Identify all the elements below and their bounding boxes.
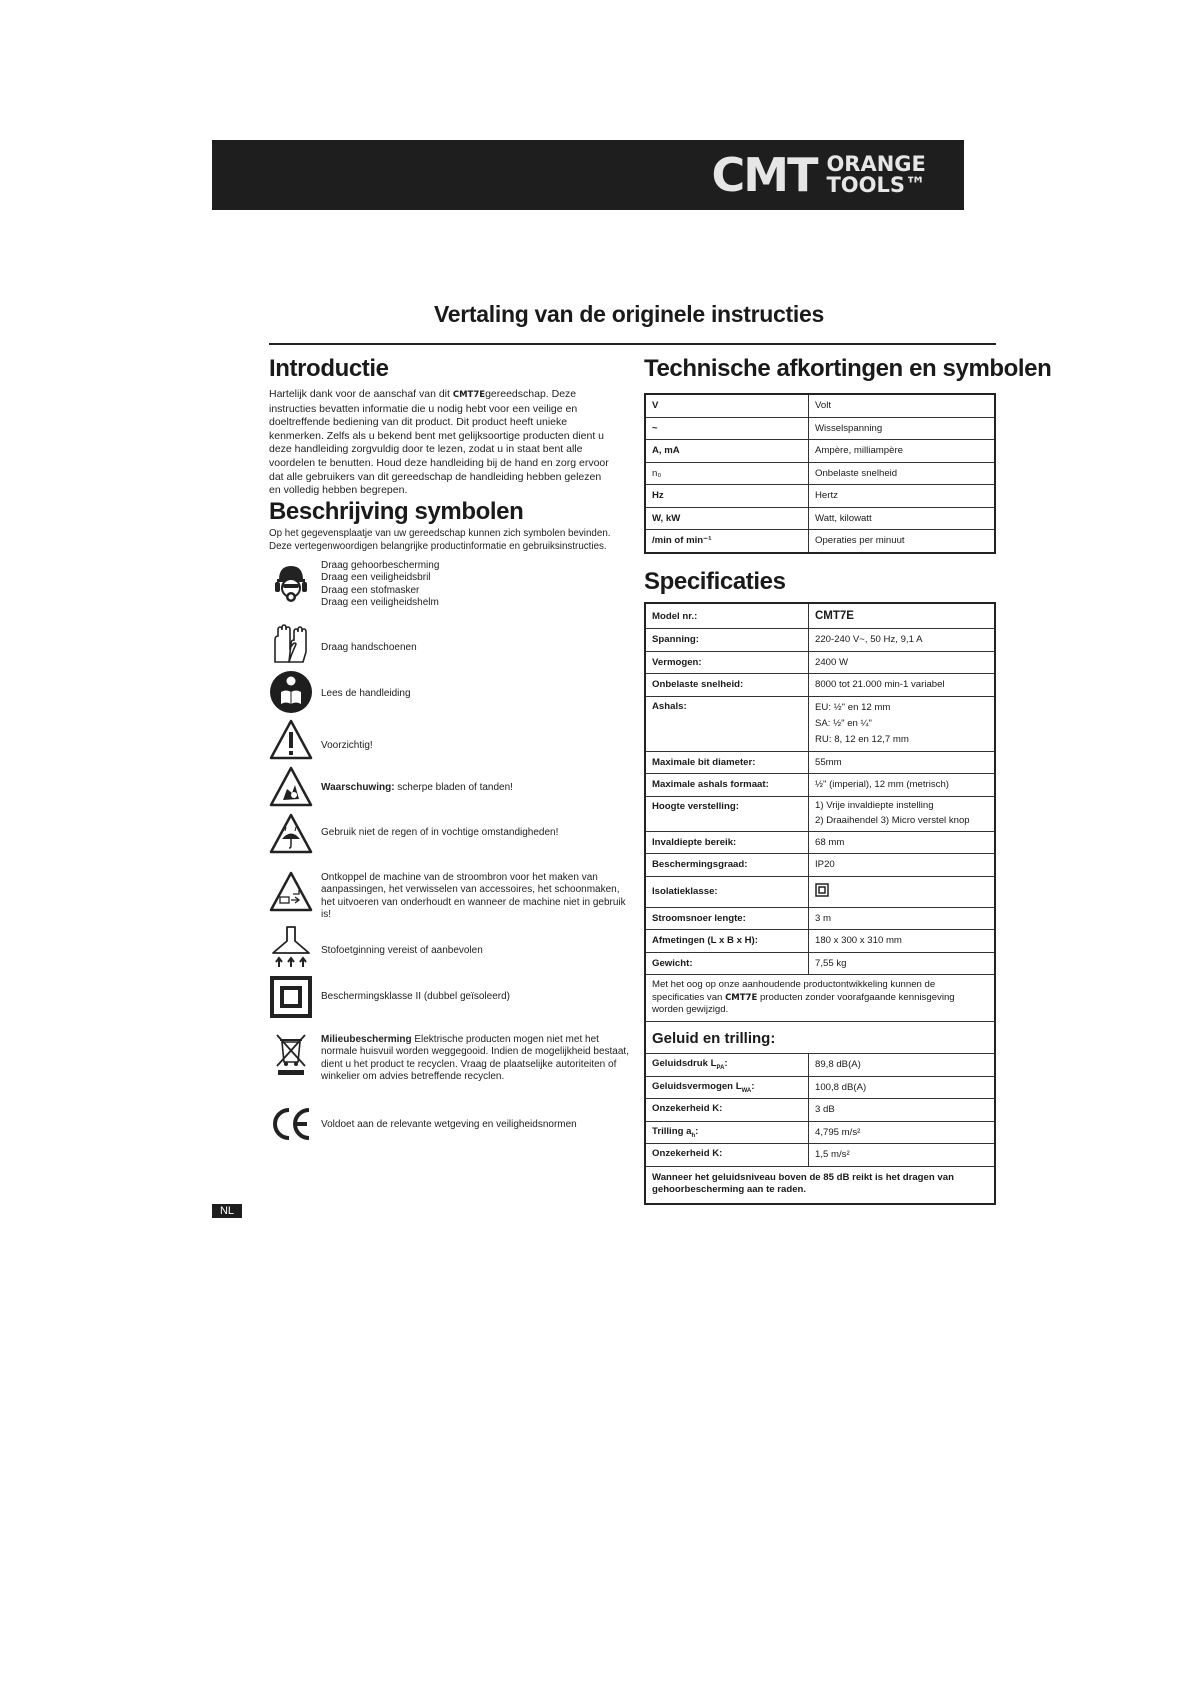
symbols-intro: Op het gegevensplaatje van uw gereedschap kunnen zich symbolen bevinden. Deze vertegenwoordigen belangrijke productinformatie en gebruiksinstructies.	[269, 528, 611, 552]
table-row: ~ Wisselspanning	[645, 417, 995, 440]
table-row: W, kW Watt, kilowatt	[645, 507, 995, 530]
table-row: A, mA Ampère, milliampère	[645, 440, 995, 463]
class-ii-icon	[815, 883, 829, 897]
sound-note: Wanneer het geluidsniveau boven de 85 dB reikt is het dragen van gehoorbescherming aan te raden.	[645, 1166, 995, 1204]
table-row: V Volt	[645, 394, 995, 417]
table-row: Hoogte verstelling: 1) Vrije invaldiepte instelling 2) Draaihendel 3) Micro verstel knop	[645, 796, 995, 831]
unplug-icon	[269, 870, 313, 914]
table-row: Stroomsnoer lengte: 3 m	[645, 907, 995, 930]
weee-bin-icon	[269, 1032, 313, 1076]
cmt-orange-tools-logo	[712, 150, 926, 200]
manual-icon	[269, 670, 313, 714]
table-row: Geluidsvermogen $L_{WA}$: 100,8 dB(A)	[645, 1076, 995, 1099]
symbol-row	[269, 975, 633, 1019]
gloves-icon	[269, 622, 313, 666]
symbol-row	[269, 1102, 633, 1146]
symbol-text: Beschermingsklasse II (dubbel geïsoleerd)	[321, 991, 510, 1002]
symbol-row	[269, 812, 633, 856]
table-row: Onzekerheid K: 3 dB	[645, 1099, 995, 1122]
symbol-text: Voldoet aan de relevante wetgeving en veiligheidsnormen	[321, 1119, 577, 1130]
logo-sub: ORANGE TOOLS™	[826, 152, 926, 197]
symbol-row	[269, 670, 633, 714]
table-row: Maximale ashals formaat: ½" (imperial), 12 mm (metrisch)	[645, 774, 995, 797]
symbol-row	[269, 765, 633, 809]
rain-icon	[269, 812, 313, 856]
specs-note: Met het oog op onze aanhoudende productontwikkeling kunnen de specificaties van CMT7E producten zonder voorafgaande kennisgeving worden gewijzigd.	[645, 975, 995, 1022]
class-ii-icon	[269, 975, 313, 1019]
table-row: Spanning: 220-240 V~, 50 Hz, 9,1 A	[645, 629, 995, 652]
abbreviations-table	[644, 393, 996, 554]
ce-mark-icon	[269, 1102, 313, 1146]
symbol-row	[269, 560, 633, 609]
sound-heading: Geluid en trilling:	[645, 1021, 995, 1054]
table-row: Trilling $a_h$: 4,795 m/s²	[645, 1121, 995, 1144]
table-row: Hz Hertz	[645, 485, 995, 508]
sharp-blade-icon	[269, 765, 313, 809]
table-row: /min of min⁻¹ Operaties per minuut	[645, 530, 995, 553]
ppe-icon	[269, 560, 313, 604]
symbol-text: Milieubescherming Elektrische producten mogen niet met het normale huisvuil worden weggegooid. Indien de mogelijkheid bestaat, dient u het product te recyclen. Vraag de plaatselijke autoriteiten of winkelier om advies betreffende recyclen.	[321, 1034, 629, 1082]
symbol-text: Voorzichtig!	[321, 740, 373, 751]
table-row: Geluidsdruk $L_{PA}$: 89,8 dB(A)	[645, 1054, 995, 1077]
symbol-text: Gebruik niet de regen of in vochtige omstandigheden!	[321, 827, 559, 838]
symbol-text: Waarschuwing: scherpe bladen of tanden!	[321, 782, 513, 793]
symbol-text: Ontkoppel de machine van de stroombron voor het maken van aanpassingen, het verwisselen van accessoires, het schoonmaken, het uitvoeren van onderhoudt en wanneer de machine niet in gebruik is!	[321, 872, 626, 920]
table-row: Onzekerheid K: 1,5 m/s²	[645, 1144, 995, 1167]
symbol-row	[269, 925, 633, 969]
table-row	[645, 1166, 995, 1204]
table-row	[645, 1021, 995, 1054]
dust-extraction-icon	[269, 925, 313, 969]
symbol-row	[269, 718, 633, 762]
table-row: Model nr.: CMT7E	[645, 603, 995, 629]
specs-heading: Specificaties	[644, 568, 786, 595]
table-row: Invaldiepte bereik: 68 mm	[645, 831, 995, 854]
intro-text: Hartelijk dank voor de aanschaf van dit CMT7Egereedschap. Deze instructies bevatten informatie die u nodig hebt voor een veilige en doeltreffende bediening van dit product. Dit product heeft unieke kenmerken. Zelfs als u bekend bent met gelijksoortige producten dient u deze handleiding zorgvuldig door te lezen, zodat u in staat bent alle voordelen te benutten. Houd deze handleiding bij de hand en zorg ervoor dat alle gebruikers van dit gereedschap de handleiding hebben gelezen en volledig hebben begrepen.	[269, 388, 609, 497]
table-row	[645, 975, 995, 1022]
brand-inline: CMT7E	[452, 390, 486, 400]
abbreviations-heading: Technische afkortingen en symbolen	[644, 355, 1052, 382]
symbol-text: Draag gehoorbescherming Draag een veiligheidsbril Draag een stofmasker Draag een veiligheidshelm	[321, 560, 440, 608]
table-row: Onbelaste snelheid: 8000 tot 21.000 min-1 variabel	[645, 674, 995, 697]
symbol-row	[269, 1032, 633, 1083]
warning-icon	[269, 718, 313, 762]
symbol-row	[269, 870, 633, 921]
symbol-text: Lees de handleiding	[321, 688, 411, 699]
symbols-heading: Beschrijving symbolen	[269, 498, 524, 525]
logo-main: CMT	[711, 148, 817, 202]
specs-table	[644, 602, 996, 1205]
table-row: Gewicht: 7,55 kg	[645, 952, 995, 975]
table-row: Maximale bit diameter: 55mm	[645, 751, 995, 774]
header-bar	[212, 140, 964, 210]
symbol-text: Stofoetginning vereist of aanbevolen	[321, 945, 483, 956]
language-badge: NL	[212, 1204, 242, 1218]
table-row: Isolatieklasse:	[645, 876, 995, 907]
intro-heading: Introductie	[269, 355, 389, 382]
table-row: n₀ Onbelaste snelheid	[645, 462, 995, 485]
symbol-row	[269, 622, 633, 666]
table-row: Vermogen: 2400 W	[645, 651, 995, 674]
table-row: Afmetingen (L x B x H): 180 x 300 x 310 mm	[645, 930, 995, 953]
page-title: Vertaling van de originele instructies	[434, 301, 824, 327]
symbol-text: Draag handschoenen	[321, 642, 417, 653]
title-divider	[269, 343, 996, 345]
table-row: Beschermingsgraad: IP20	[645, 854, 995, 877]
table-row: Ashals: EU: ½" en 12 mm SA: ½" en ¼" RU: 8, 12 en 12,7 mm	[645, 696, 995, 751]
